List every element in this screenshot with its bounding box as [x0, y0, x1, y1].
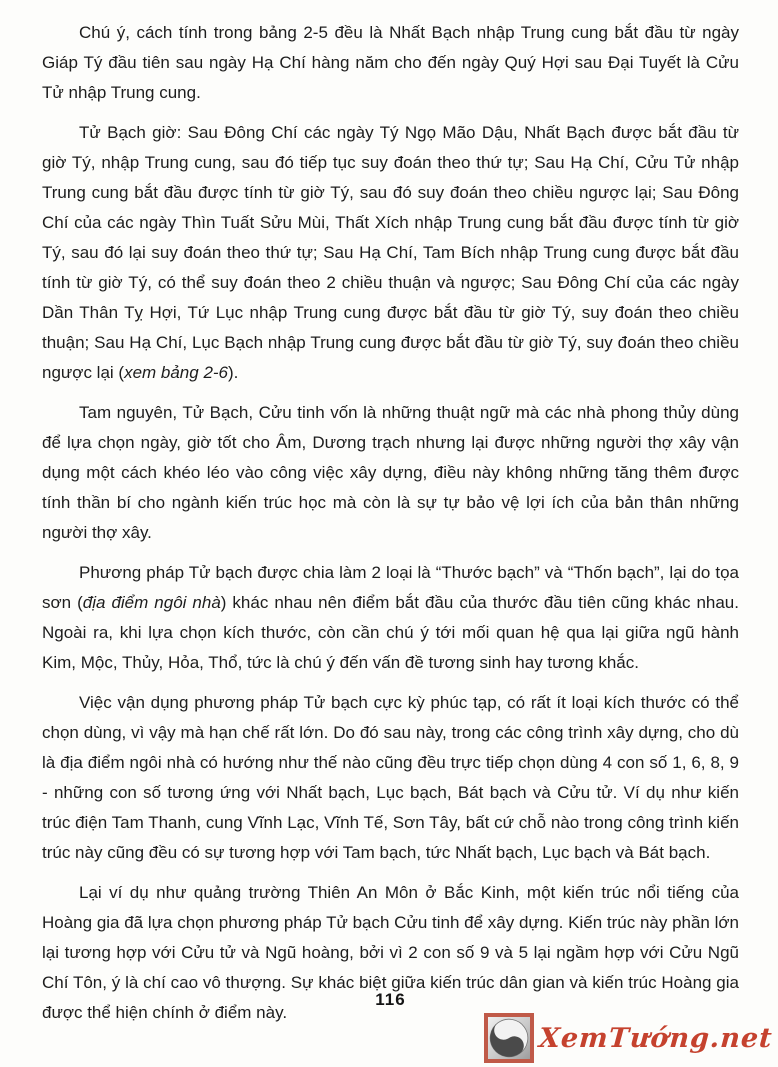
text-run: Việc vận dụng phương pháp Tử bạch cực kỳ phúc tạp, có rất ít loại kích thước có thể chọn dùng, vì vậy mà hạn chế rất lớn. Do đó sau này, trong các công trình xây dựng, cho dù là địa điểm ngôi nhà có hướng như thế nào cũng đều trực tiếp chọn dùng 4 con số 1, 6, 8, 9 - những con số tương ứng với Nhất bạch, Lục bạch, Bát bạch và Cửu tử. Ví dụ như kiến trúc điện Tam Thanh, cung Vĩnh Lạc, Vĩnh Tế, Sơn Tây, bất cứ chỗ nào trong công trình kiến trúc này cũng đều có sự tương hợp với Tam bạch, tức Nhất bạch, Lục bạch và Bát bạch.	[42, 693, 739, 862]
text-run: ).	[228, 363, 239, 382]
watermark	[484, 1013, 773, 1063]
paragraph	[42, 558, 739, 678]
text-run: Tam nguyên, Tử Bạch, Cửu tinh vốn là những thuật ngữ mà các nhà phong thủy dùng để lựa chọn ngày, giờ tốt cho Âm, Dương trạch nhưng lại được những người thợ xây vận dụng một cách khéo léo vào công việc xây dựng, điều này không những tăng thêm được tính thần bí cho ngành kiến trúc học mà còn là sự tự bảo vệ lợi ích của bản thân những người thợ xây.	[42, 403, 739, 542]
text-run: Phương pháp Tử bạch được chia làm 2 loại là “Thước bạch” và “Thốn bạch”, lại do tọa sơn (	[42, 563, 739, 612]
text-run: Lại ví dụ như quảng trường Thiên An Môn ở Bắc Kinh, một kiến trúc nổi tiếng của Hoàng gia đã lựa chọn phương pháp Tử bạch Cửu tinh để xây dựng. Kiến trúc này phần lớn lại tương hợp với Cửu tử và Ngũ hoàng, bởi vì 2 con số 9 và 5 lại ngầm hợp với Cửu Ngũ Chí Tôn, ý là chí cao vô thượng. Sự khác biệt giữa kiến trúc dân gian và kiến trúc Hoàng gia được thể hiện chính ở điểm này.	[42, 883, 739, 1022]
yin-yang-icon	[484, 1013, 534, 1063]
text-run: Tử Bạch giờ: Sau Đông Chí các ngày Tý Ngọ Mão Dậu, Nhất Bạch được bắt đầu từ giờ Tý, nhập Trung cung, sau đó tiếp tục suy đoán theo thứ tự; Sau Hạ Chí, Cửu Tử nhập Trung cung bắt đầu được tính từ giờ Tý, sau đó suy đoán theo chiều ngược lại; Sau Đông Chí của các ngày Thìn Tuất Sửu Mùi, Thất Xích nhập Trung cung bắt đầu được tính từ giờ Tý, sau đó lại suy đoán theo thứ tự; Sau Hạ Chí, Tam Bích nhập Trung cung được bắt đầu tính từ giờ Tý, có thể suy đoán theo 2 chiều thuận và ngược; Sau Đông Chí của các ngày Dần Thân Tỵ Hợi, Tứ Lục nhập Trung cung được bắt đầu từ giờ Tý, suy đoán theo chiều thuận; Sau Hạ Chí, Lục Bạch nhập Trung cung được bắt đầu từ giờ Tý, suy đoán theo chiều ngược lại (	[42, 123, 739, 382]
paragraph	[42, 18, 739, 108]
paragraph	[42, 688, 739, 868]
italic-text-run: địa điểm ngôi nhà	[82, 593, 221, 612]
paragraph	[42, 118, 739, 388]
paragraph	[42, 398, 739, 548]
text-block	[42, 18, 739, 1038]
page-number: 116	[375, 990, 406, 1009]
text-run: ) khác nhau nên điểm bắt đầu của thước đầu tiên cũng khác nhau. Ngoài ra, khi lựa chọn kích thước, còn cần chú ý tới mối quan hệ qua lại giữa ngũ hành Kim, Mộc, Thủy, Hỏa, Thổ, tức là chú ý đến vấn đề tương sinh hay tương khắc.	[42, 593, 739, 672]
watermark-text: XemTướng.net	[538, 1022, 775, 1054]
italic-text-run: xem bảng 2-6	[124, 363, 229, 382]
text-run: Chú ý, cách tính trong bảng 2-5 đều là Nhất Bạch nhập Trung cung bắt đầu từ ngày Giáp Tý đầu tiên sau ngày Hạ Chí hàng năm cho đến ngày Quý Hợi sau Đại Tuyết là Cửu Tử nhập Trung cung.	[42, 23, 739, 102]
